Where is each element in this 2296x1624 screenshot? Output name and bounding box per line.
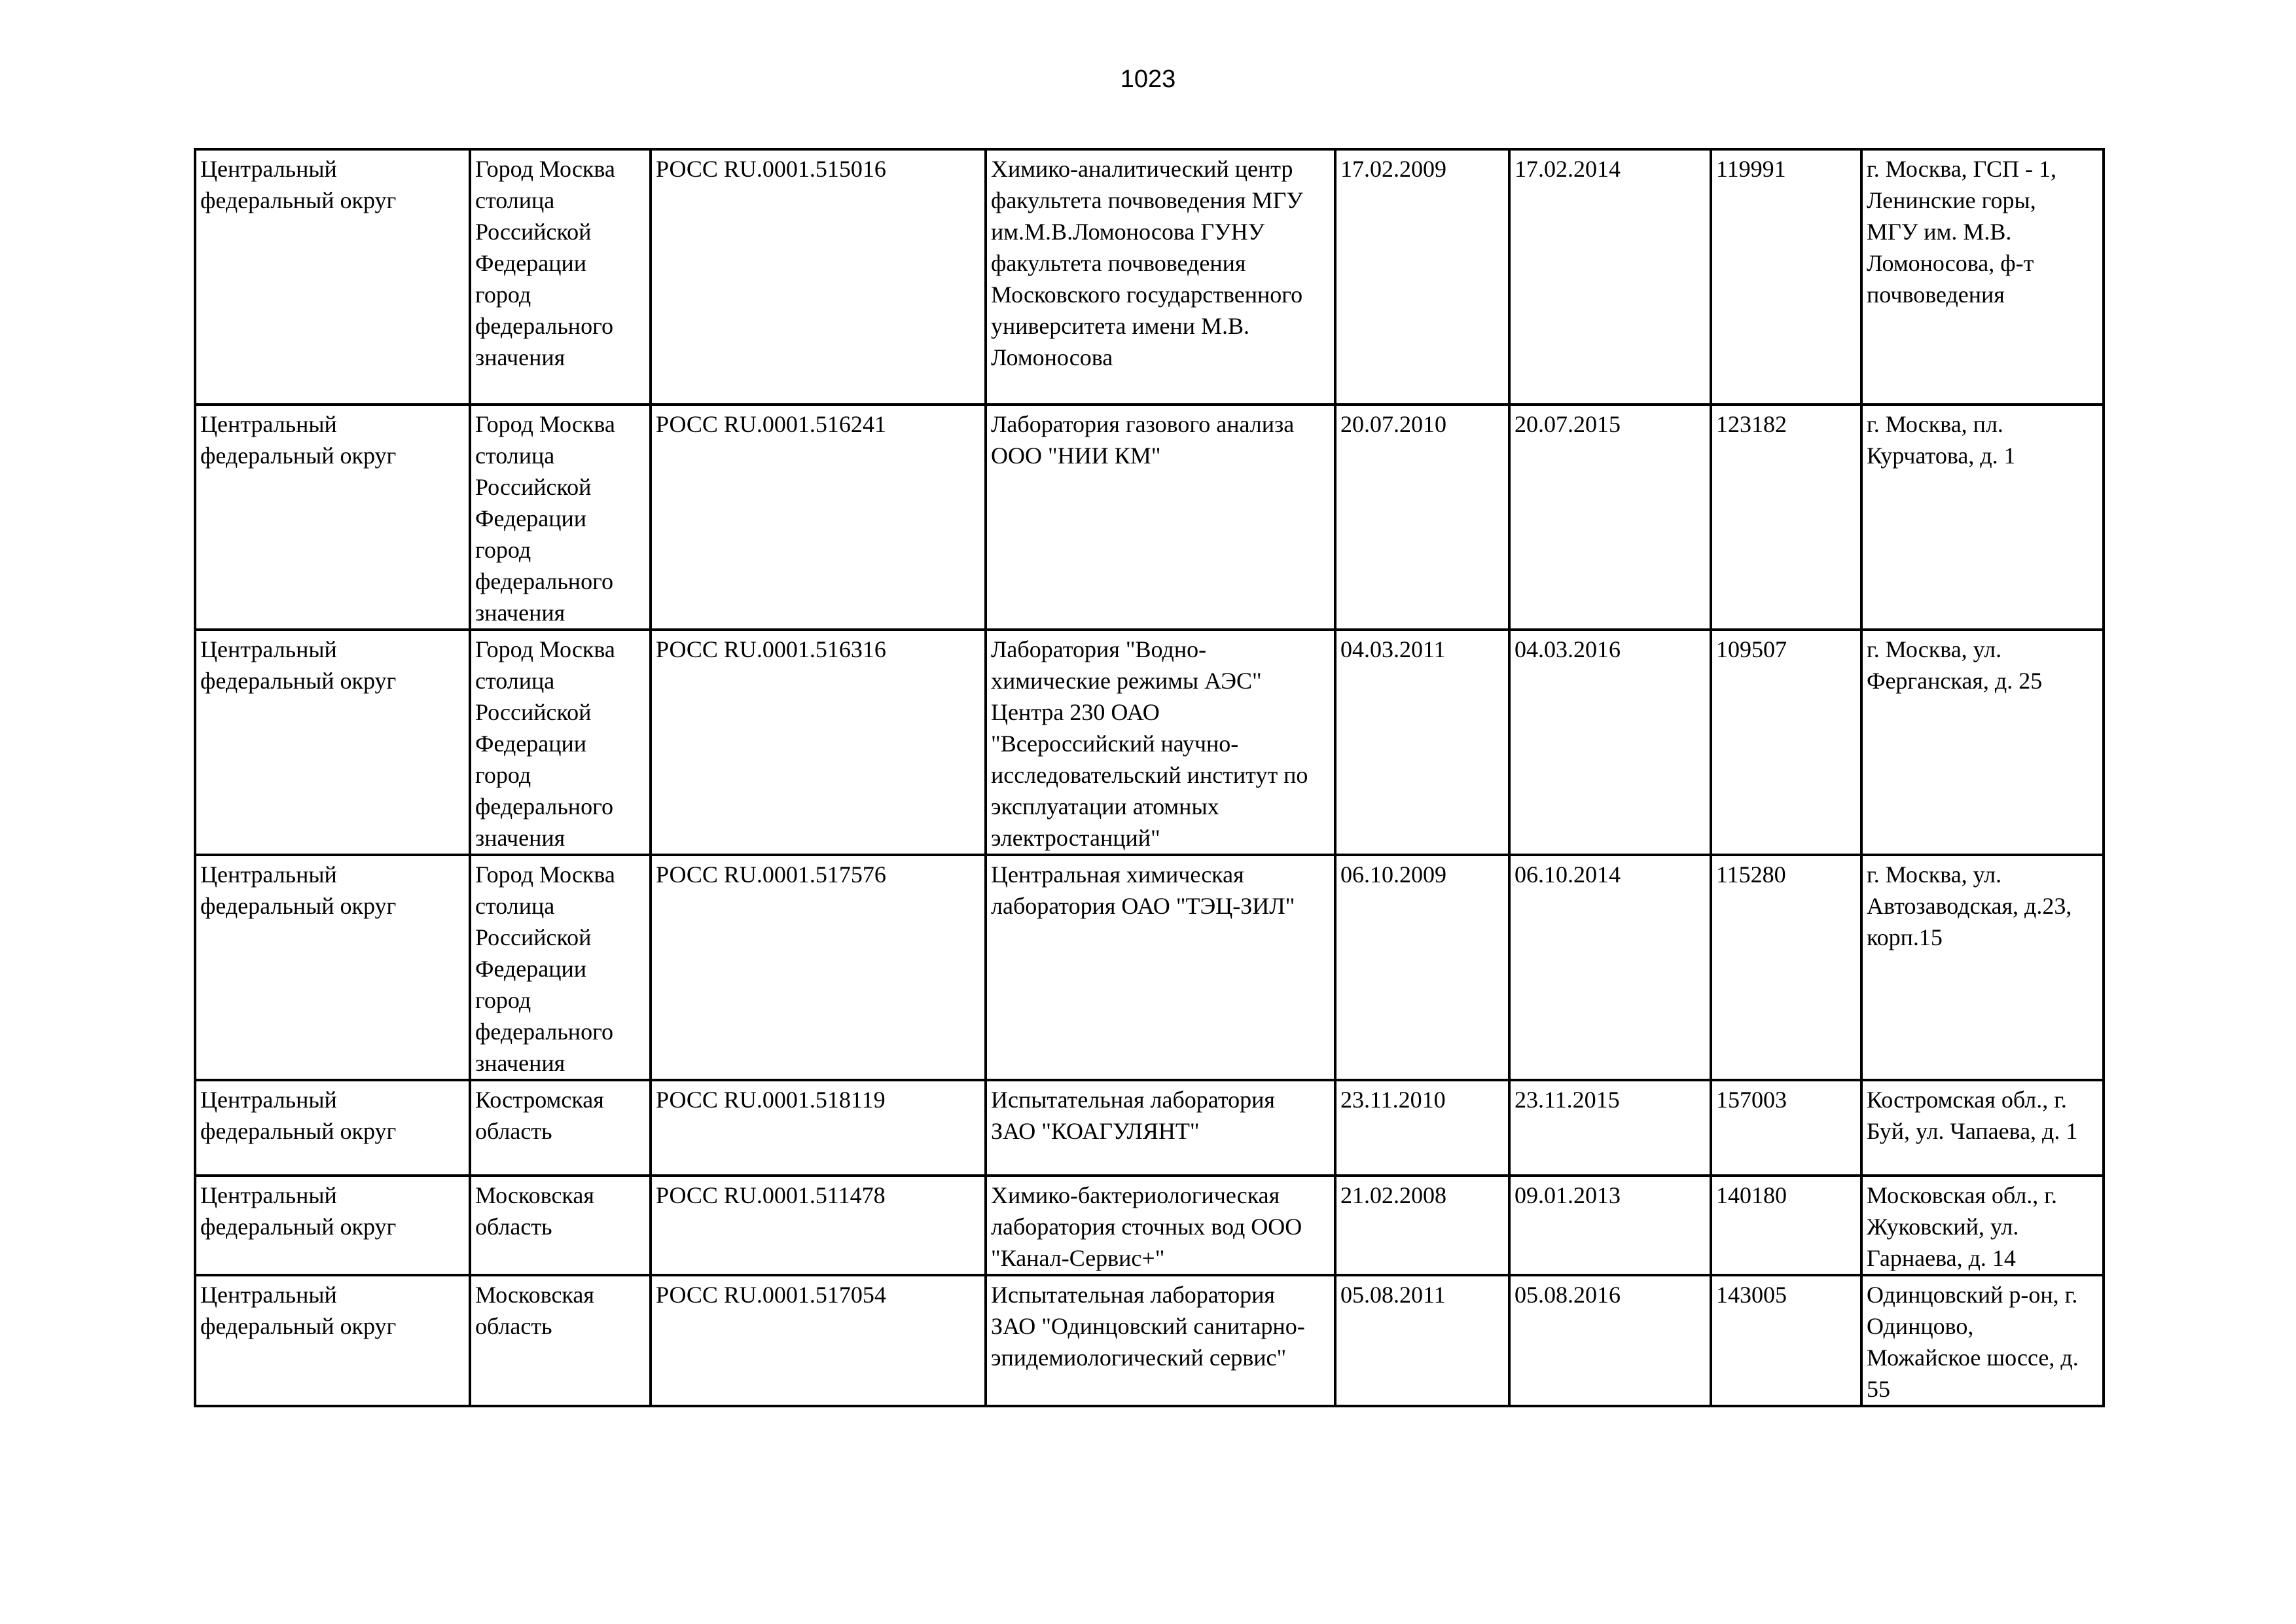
cell-registration-number: РОСС RU.0001.516241 xyxy=(651,405,986,630)
cell-organization: Лаборатория "Водно- химические режимы АЭС" Центра 230 ОАО "Всероссийский научно- исследовательский институт по эксплуатации атомных электростанций" xyxy=(986,630,1335,855)
cell-postcode: 109507 xyxy=(1711,630,1861,855)
cell-region: Московская область xyxy=(470,1275,651,1406)
table-row xyxy=(195,149,2104,405)
cell-region: Город Москва столица Российской Федерации город федерального значения xyxy=(470,630,651,855)
cell-address: г. Москва, ул. Ферганская, д. 25 xyxy=(1861,630,2104,855)
cell-district: Центральный федеральный округ xyxy=(195,405,470,630)
cell-date-issued: 04.03.2011 xyxy=(1335,630,1509,855)
table-row xyxy=(195,405,2104,630)
cell-address: г. Москва, ул. Автозаводская, д.23, корп.15 xyxy=(1861,855,2104,1080)
cell-date-valid: 23.11.2015 xyxy=(1509,1080,1711,1176)
cell-region: Город Москва столица Российской Федерации город федерального значения xyxy=(470,405,651,630)
cell-address: Костромская обл., г. Буй, ул. Чапаева, д. 1 xyxy=(1861,1080,2104,1176)
table-row xyxy=(195,1275,2104,1406)
cell-date-valid: 06.10.2014 xyxy=(1509,855,1711,1080)
cell-registration-number: РОСС RU.0001.517576 xyxy=(651,855,986,1080)
cell-registration-number: РОСС RU.0001.511478 xyxy=(651,1176,986,1275)
cell-registration-number: РОСС RU.0001.517054 xyxy=(651,1275,986,1406)
cell-district: Центральный федеральный округ xyxy=(195,149,470,405)
table-row xyxy=(195,1176,2104,1275)
cell-postcode: 157003 xyxy=(1711,1080,1861,1176)
cell-date-issued: 20.07.2010 xyxy=(1335,405,1509,630)
cell-organization: Химико-бактериологическая лаборатория сточных вод ООО "Канал-Сервис+" xyxy=(986,1176,1335,1275)
table-row xyxy=(195,1080,2104,1176)
cell-date-valid: 04.03.2016 xyxy=(1509,630,1711,855)
cell-date-issued: 21.02.2008 xyxy=(1335,1176,1509,1275)
cell-organization: Центральная химическая лаборатория ОАО "ТЭЦ-ЗИЛ" xyxy=(986,855,1335,1080)
cell-date-issued: 06.10.2009 xyxy=(1335,855,1509,1080)
cell-region: Город Москва столица Российской Федерации город федерального значения xyxy=(470,149,651,405)
cell-region: Костромская область xyxy=(470,1080,651,1176)
cell-postcode: 119991 xyxy=(1711,149,1861,405)
cell-date-valid: 20.07.2015 xyxy=(1509,405,1711,630)
cell-address: Одинцовский р-он, г. Одинцово, Можайское шоссе, д. 55 xyxy=(1861,1275,2104,1406)
cell-date-valid: 05.08.2016 xyxy=(1509,1275,1711,1406)
cell-postcode: 140180 xyxy=(1711,1176,1861,1275)
cell-postcode: 123182 xyxy=(1711,405,1861,630)
cell-date-valid: 17.02.2014 xyxy=(1509,149,1711,405)
cell-district: Центральный федеральный округ xyxy=(195,630,470,855)
cell-district: Центральный федеральный округ xyxy=(195,1080,470,1176)
cell-registration-number: РОСС RU.0001.516316 xyxy=(651,630,986,855)
table-row xyxy=(195,855,2104,1080)
cell-registration-number: РОСС RU.0001.518119 xyxy=(651,1080,986,1176)
cell-region: Московская область xyxy=(470,1176,651,1275)
cell-region: Город Москва столица Российской Федерации город федерального значения xyxy=(470,855,651,1080)
table-row xyxy=(195,630,2104,855)
cell-organization: Испытательная лаборатория ЗАО "КОАГУЛЯНТ" xyxy=(986,1080,1335,1176)
cell-date-issued: 05.08.2011 xyxy=(1335,1275,1509,1406)
cell-district: Центральный федеральный округ xyxy=(195,855,470,1080)
cell-district: Центральный федеральный округ xyxy=(195,1275,470,1406)
cell-date-valid: 09.01.2013 xyxy=(1509,1176,1711,1275)
cell-date-issued: 17.02.2009 xyxy=(1335,149,1509,405)
cell-address: г. Москва, пл. Курчатова, д. 1 xyxy=(1861,405,2104,630)
cell-organization: Химико-аналитический центр факультета почвоведения МГУ им.М.В.Ломоносова ГУНУ факультета почвоведения Московского государственного университета имени М.В. Ломоносова xyxy=(986,149,1335,405)
cell-address: Московская обл., г. Жуковский, ул. Гарнаева, д. 14 xyxy=(1861,1176,2104,1275)
cell-organization: Лаборатория газового анализа ООО "НИИ КМ" xyxy=(986,405,1335,630)
cell-postcode: 115280 xyxy=(1711,855,1861,1080)
cell-registration-number: РОСС RU.0001.515016 xyxy=(651,149,986,405)
cell-date-issued: 23.11.2010 xyxy=(1335,1080,1509,1176)
cell-organization: Испытательная лаборатория ЗАО "Одинцовский санитарно- эпидемиологический сервис" xyxy=(986,1275,1335,1406)
cell-address: г. Москва, ГСП - 1, Ленинские горы, МГУ им. М.В. Ломоносова, ф-т почвоведения xyxy=(1861,149,2104,405)
laboratory-registry-table xyxy=(194,148,2105,1407)
cell-district: Центральный федеральный округ xyxy=(195,1176,470,1275)
cell-postcode: 143005 xyxy=(1711,1275,1861,1406)
page-number: 1023 xyxy=(1120,65,1176,93)
